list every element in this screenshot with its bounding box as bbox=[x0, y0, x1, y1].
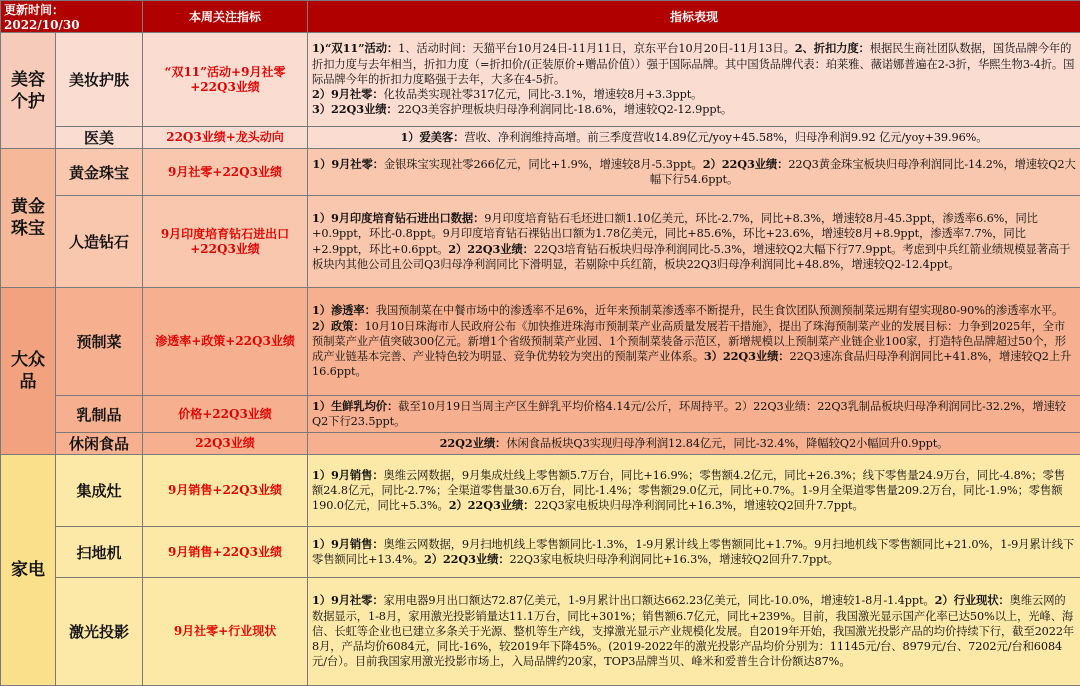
sub-dairy: 乳制品 bbox=[56, 396, 143, 433]
indicator-heading: 3）22Q3业绩： bbox=[704, 349, 790, 363]
header-row bbox=[1, 1, 1080, 33]
focus-medical: 22Q3业绩+龙头动向 bbox=[143, 127, 308, 149]
sub-gold: 黄金珠宝 bbox=[56, 149, 143, 196]
focus-gold: 9月社零+22Q3业绩 bbox=[143, 149, 308, 196]
indicator-text: 化妆品类实现社零317亿元，同比-3.1%，增速较8月+3.3ppt。 bbox=[384, 88, 703, 101]
row-makeup bbox=[1, 33, 1080, 127]
indicator-heading: 1）渗透率： bbox=[312, 303, 376, 317]
row-stove bbox=[1, 455, 1080, 527]
indicator-heading: 3）22Q3业绩： bbox=[312, 102, 398, 116]
indicator-text: 1、活动时间：天猫平台10月24日-11月11日，京东平台10月20日-11月13日。 bbox=[398, 42, 795, 55]
indicator-heading: 2）9月社零： bbox=[312, 87, 384, 101]
detail-robot bbox=[308, 527, 1080, 578]
sub-snack: 休闲食品 bbox=[56, 433, 143, 455]
indicator-heading: 1）生鲜乳均价： bbox=[312, 399, 398, 413]
indicator-heading: 1）爱美客： bbox=[401, 130, 465, 144]
indicator-text: 奥维云网的数据显示，1-8月，家用激光投影销量达11.1万台，同比+301%；销售额6.7亿元，同比+239%。目前，我国激光显示国产化率已达50%以上，光峰、海信、长虹等企业也已建立多条关于光源、整机等生产线，支撑激光显示产业规模化发展。自2019年开始，我国激光投影产品的均价持续下行，截至2022年8月，产品均价6084元，同比-16%，较2019年下降45%。(2019-2022年的激光投影产品均价分别为：11145元/台、8979元/台、7202元/台和6084元/台）。目前我国家用激光投影市场上，入局品牌约20家，TOP3品牌当贝、峰米和爱普生合计份额达87%。 bbox=[312, 594, 1074, 668]
sub-diamond: 人造钻石 bbox=[56, 196, 143, 288]
detail-dairy bbox=[308, 396, 1080, 433]
sub-laser: 激光投影 bbox=[56, 578, 143, 686]
sub-makeup: 美妆护肤 bbox=[56, 33, 143, 127]
indicator-heading: 2、折扣力度： bbox=[795, 41, 870, 55]
indicator-heading: 1）9月销售： bbox=[312, 468, 384, 482]
focus-makeup: “双11”活动+9月社零+22Q3业绩 bbox=[143, 33, 308, 127]
category-jewelry: 黄金珠宝 bbox=[1, 149, 56, 288]
detail-stove bbox=[308, 455, 1080, 527]
focus-dairy: 价格+22Q3业绩 bbox=[143, 396, 308, 433]
indicator-text: 22Q3黄金珠宝板块归母净利润同比-14.2%，增速较Q2大幅下行54.6ppt。 bbox=[650, 158, 1076, 186]
indicator-text: 9月印度培育钻石毛坯进口额1.10亿美元，环比-2.7%，同比+8.3%，增速较8月-45.3ppt，渗透率6.6%，同比+0.9ppt，环比-0.8ppt。9月印度培育钻石裸钻出口额为1.78亿美元，同比+85.6%，环比+23.6%，增速较8月+8.9ppt，渗透率7.7%，同比+2.9ppt，环比+0.6ppt。 bbox=[312, 212, 1038, 256]
indicator-text: 22Q3美容护理板块归母净利润同比-18.6%，增速较Q2-12.9ppt。 bbox=[398, 103, 733, 116]
focus-robot: 9月销售+22Q3业绩 bbox=[143, 527, 308, 578]
indicator-heading: 1）9月印度培育钻石进出口数据： bbox=[312, 211, 484, 225]
indicator-heading: 1）9月社零： bbox=[312, 157, 384, 171]
indicator-text: 根据民生商社团队数据，国货品牌今年的折扣力度与去年相当，折扣力度（=折扣价/(正装原价+赠品价值））强于国际品牌。其中国货品牌代表：珀莱雅、薇诺娜普遍在2-3折，华熙生物3-4折。国际品牌今年的折扣力度略强于去年，大多在4-5折。 bbox=[312, 42, 1074, 86]
focus-prepared: 渗透率+政策+22Q3业绩 bbox=[143, 288, 308, 396]
indicator-heading: 2）22Q3业绩： bbox=[449, 498, 535, 512]
detail-diamond bbox=[308, 196, 1080, 288]
row-prepared bbox=[1, 288, 1080, 396]
indicator-text: 截至10月19日当周主产区生鲜乳平均价格4.14元/公斤，环周持平。2）22Q3业绩：22Q3乳制品板块归母净利润同比-32.2%，增速较Q2下行23.5ppt。 bbox=[312, 400, 1066, 428]
detail-header: 指标表现 bbox=[308, 1, 1080, 33]
focus-header: 本周关注指标 bbox=[143, 1, 308, 33]
indicator-heading: 1）9月销售： bbox=[312, 537, 384, 551]
indicator-text: 休闲食品板块Q3实现归母净利润12.84亿元，同比-32.4%，降幅较Q2小幅回升0.9ppt。 bbox=[506, 437, 948, 450]
indicator-text: 奥维云网数据，9月扫地机线上零售额同比-1.3%，1-9月累计线上零售额同比+1.7%。9月扫地机线下零售额同比+21.0%，1-9月累计线下零售额同比+13.4%。 bbox=[312, 538, 1074, 566]
indicator-text: 营收、净利润维持高增。前三季度营收14.89亿元/yoy+45.58%，归母净利润9.92 亿元/yoy+39.96%。 bbox=[464, 131, 987, 144]
indicator-text: 我国预制菜在中餐市场中的渗透率不足6%，近年来预制菜渗透率不断提升，民生食饮团队预测预制菜远期有望实现80-90%的渗透率水平。 bbox=[376, 304, 1063, 317]
indicator-text: 家用电器9月出口额达72.87亿美元，1-9月累计出口额达662.23亿美元，同比-10.0%，增速较1-8月-1.4ppt。 bbox=[384, 594, 935, 607]
indicator-heading: 2）22Q3业绩： bbox=[424, 552, 510, 566]
indicator-heading: 2）22Q3业绩： bbox=[448, 242, 534, 256]
detail-prepared bbox=[308, 288, 1080, 396]
category-appliance: 家电 bbox=[1, 455, 56, 686]
indicator-heading: 1)“双11”活动： bbox=[312, 41, 398, 55]
focus-snack: 22Q3业绩 bbox=[143, 433, 308, 455]
indicator-text: 22Q3家电板块归母净利润同比+16.3%，增速较Q2回升7.7ppt。 bbox=[534, 499, 863, 512]
sub-robot: 扫地机 bbox=[56, 527, 143, 578]
row-gold bbox=[1, 149, 1080, 196]
indicator-heading: 2）政策： bbox=[312, 319, 365, 333]
indicator-heading: 1）9月社零： bbox=[312, 593, 384, 607]
row-laser bbox=[1, 578, 1080, 686]
indicator-text: 金银珠宝实现社零266亿元，同比+1.9%，增速较8月-5.3ppt。 bbox=[384, 158, 703, 171]
detail-laser bbox=[308, 578, 1080, 686]
category-beauty: 美容个护 bbox=[1, 33, 56, 149]
detail-snack bbox=[308, 433, 1080, 455]
update-time: 更新时间：2022/10/30 bbox=[1, 1, 143, 33]
indicator-heading: 22Q2业绩： bbox=[440, 436, 507, 450]
row-snack bbox=[1, 433, 1080, 455]
focus-laser: 9月社零+行业现状 bbox=[143, 578, 308, 686]
indicator-text: 22Q3速冻食品归母净利润同比+41.8%，增速较Q2上升16.6ppt。 bbox=[312, 350, 1071, 378]
indicator-heading: 2）行业现状： bbox=[935, 593, 1010, 607]
detail-makeup bbox=[308, 33, 1080, 127]
indicator-text: 10月10日珠海市人民政府公布《加快推进珠海市预制菜产业高质量发展若干措施》，提出了珠海预制菜产业的发展目标：力争到2025年，全市预制菜产业产值突破300亿元。新增1个省级预制菜产业园、1个预制菜装备示范区，新增规模以上预制菜产业链企业100家，打造特色品牌超过50个，形成产业链基本完善、产业特色较为明显、竞争优势较为突出的预制菜产业体系。 bbox=[312, 320, 1066, 364]
row-robot bbox=[1, 527, 1080, 578]
indicator-heading: 2）22Q3业绩： bbox=[703, 157, 789, 171]
focus-diamond: 9月印度培育钻石进出口+22Q3业绩 bbox=[143, 196, 308, 288]
sub-medical: 医美 bbox=[56, 127, 143, 149]
row-dairy bbox=[1, 396, 1080, 433]
detail-gold bbox=[308, 149, 1080, 196]
focus-stove: 9月销售+22Q3业绩 bbox=[143, 455, 308, 527]
sub-stove: 集成灶 bbox=[56, 455, 143, 527]
detail-medical bbox=[308, 127, 1080, 149]
sub-prepared: 预制菜 bbox=[56, 288, 143, 396]
indicator-text: 22Q3培育钻石板块归母净利润同比-5.3%，增速较Q2大幅下行77.9ppt。考虑到中兵红箭业绩规模显著高于板块内其他公司且公司Q3归母净利润同比下滑明显，若剔除中兵红箭，板块22Q3归母净利润同比+48.8%，增速较Q2-12.4ppt。 bbox=[312, 243, 1070, 271]
indicator-text: 22Q3家电板块归母净利润同比+16.3%，增速较Q2回升7.7ppt。 bbox=[510, 553, 839, 566]
indicator-text: 奥维云网数据，9月集成灶线上零售额5.7万台，同比+16.9%；零售额4.2亿元，同比+26.3%；线下零售量24.9万台，同比-4.8%；零售额24.8亿元，同比-2.7%；全渠道零售量30.6万台，同比-1.4%；零售额29.0亿元，同比+0.7%。1-9月全渠道零售量209.2万台，同比-1.9%；零售额190.0亿元，同比+5.3%。 bbox=[312, 469, 1065, 513]
category-consumer: 大众品 bbox=[1, 288, 56, 455]
row-medical bbox=[1, 127, 1080, 149]
row-diamond bbox=[1, 196, 1080, 288]
